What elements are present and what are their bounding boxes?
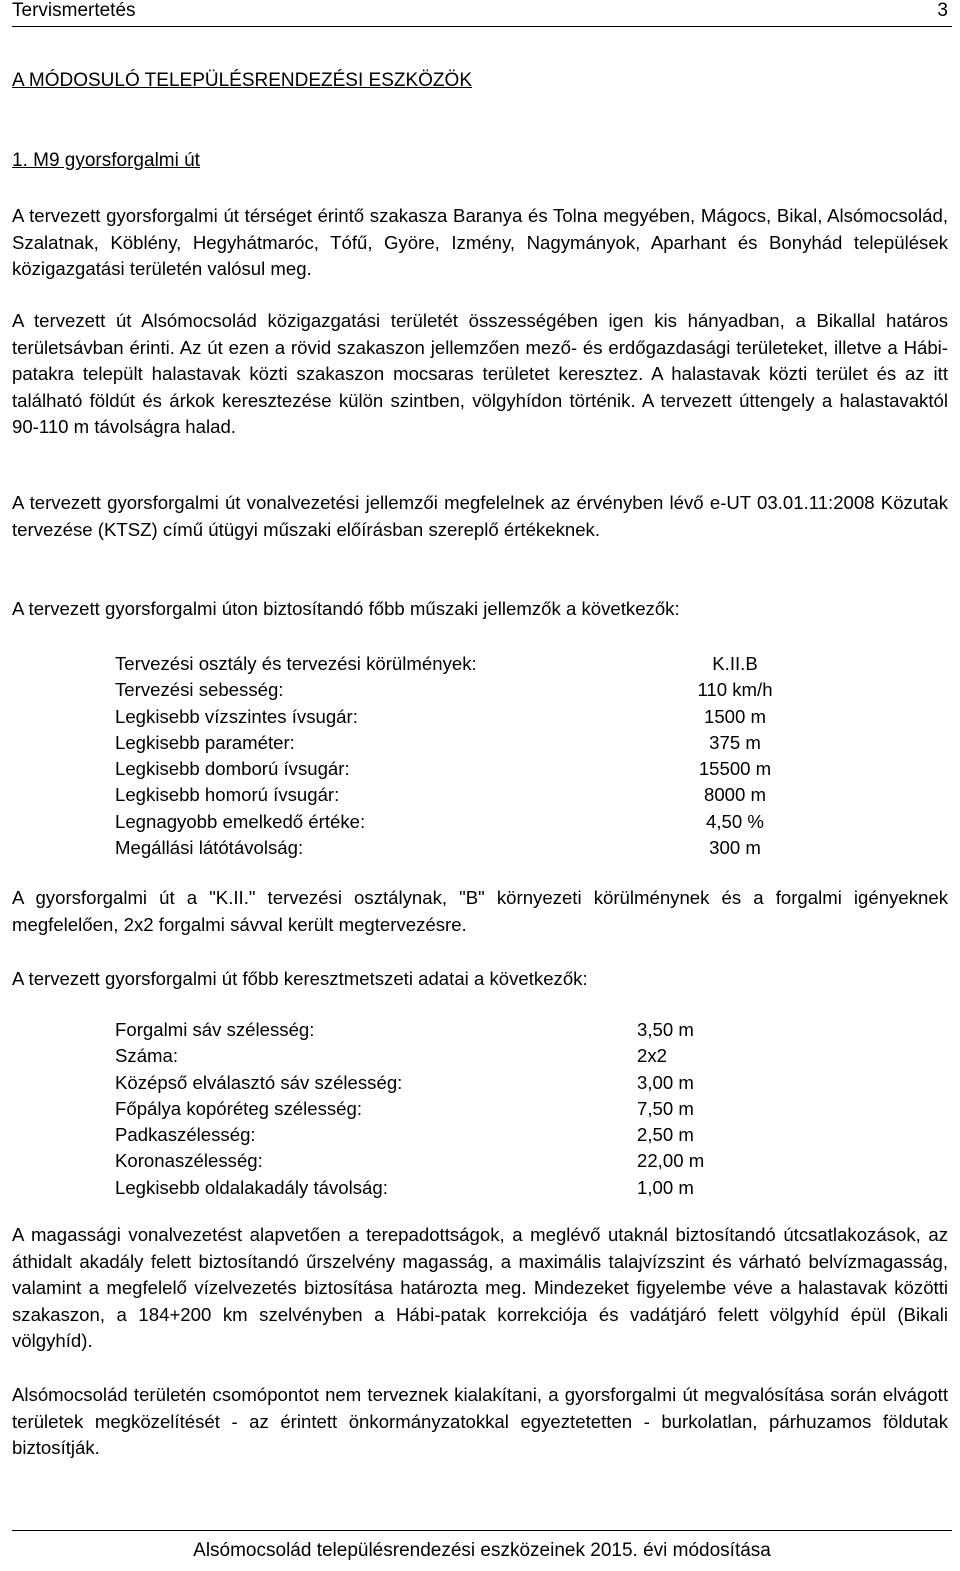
technical-spec-list	[115, 651, 815, 861]
section-heading: 1. M9 gyorsforgalmi út	[12, 150, 200, 171]
spec-row	[115, 704, 815, 730]
paragraph-route: A tervezett gyorsforgalmi út térséget érintő szakasza Baranya és Tolna megyében, Mágocs, Bikal, Alsómocsolád, Szalatnak, Köblény, Hegyhátmaróc, Tófű, Györe, Izmény, Nagymányok, Aparhant és Bonyhád települések közigazgatási területén valósul meg.	[12, 205, 948, 279]
page-footer: Alsómocsolád településrendezési eszközeinek 2015. évi módosítása	[12, 1530, 952, 1564]
spec-value: 110 km/h	[697, 679, 773, 701]
spec-row	[115, 1096, 815, 1122]
paragraph-design-class: A gyorsforgalmi út a "K.II." tervezési osztálynak, "B" környezeti körülménynek és a forgalmi igényeknek megfelelően, 2x2 forgalmi sávval került megtervezésre.	[12, 887, 948, 935]
spec-label: Legkisebb oldalakadály távolság:	[115, 1176, 388, 1198]
spec-label: Megállási látótávolság:	[115, 837, 304, 859]
spec-label: Legkisebb homorú ívsugár:	[115, 784, 340, 806]
spec-row	[115, 756, 815, 782]
spec-label: Padkaszélesség:	[115, 1124, 256, 1146]
spec-value: 8000 m	[703, 784, 767, 806]
spec-value: 1,00 m	[637, 1176, 694, 1198]
spec-label: Főpálya kopóréteg szélesség:	[115, 1097, 363, 1119]
spec-row	[115, 1148, 815, 1174]
spec-row	[115, 1070, 815, 1096]
spec-value: 2x2	[637, 1045, 667, 1067]
spec-value: 300 m	[709, 837, 761, 859]
spec-value: 3,00 m	[637, 1071, 694, 1093]
spec-value: 2,50 m	[637, 1124, 694, 1146]
spec-row	[115, 677, 815, 703]
spec-row	[115, 1122, 815, 1148]
paragraph-area-impact: A tervezett út Alsómocsolád közigazgatási területét összességében igen kis hányadban, a Bikallal határos területsávban érinti. Az út ezen a rövid szakaszon jellemzően mező- és erdőgazdasági területeket, illetve a Hábi-patakra települt halastavak közti szakaszon mocsaras területet keresztez. A halastavak közti terület és az itt található földút és árkok keresztezése külön szintben, völgyhídon történik. A tervezett úttengely a halastavaktól 90-110 m távolságra halad.	[12, 310, 948, 437]
header-section-title: Tervismertetés	[12, 0, 136, 21]
spec-value: 7,50 m	[637, 1097, 694, 1119]
spec-row	[115, 730, 815, 756]
spec-row	[115, 1043, 815, 1069]
spec-value: K.II.B	[712, 653, 758, 674]
paragraph-specs-intro: A tervezett gyorsforgalmi úton biztosítandó főbb műszaki jellemzők a következők:	[12, 598, 680, 619]
spec-value: 22,00 m	[637, 1150, 705, 1172]
spec-label: Koronaszélesség:	[115, 1150, 263, 1172]
spec-label: Legkisebb domború ívsugár:	[115, 758, 350, 780]
spec-row	[115, 651, 815, 677]
cross-section-spec-list	[115, 1017, 815, 1201]
paragraph-standards: A tervezett gyorsforgalmi út vonalvezetési jellemzői megfelelnek az érvényben lévő e-UT 03.01.11:2008 Közutak tervezése (KTSZ) című útügyi műszaki előírásban szereplő értékeknek.	[12, 492, 948, 540]
spec-value: 375 m	[709, 731, 761, 753]
paragraph-cross-section-intro: A tervezett gyorsforgalmi út főbb keresztmetszeti adatai a következők:	[12, 968, 588, 989]
spec-value: 4,50 %	[706, 810, 764, 832]
spec-row	[115, 835, 815, 861]
paragraph-junctions: Alsómocsolád területén csomópontot nem terveznek kialakítani, a gyorsforgalmi út megvalósítása során elvágott területek megközelítését - az érintett önkormányzatokkal egyeztetetten - burkolatlan, párhuzamos földutak biztosítják.	[12, 1384, 948, 1458]
spec-row	[115, 782, 815, 808]
spec-row	[115, 809, 815, 835]
spec-row	[115, 1017, 815, 1043]
spec-label: Tervezési sebesség:	[115, 679, 284, 701]
spec-label: Száma:	[115, 1045, 179, 1067]
spec-value: 15500 m	[698, 758, 772, 780]
spec-label: Tervezési osztály és tervezési körülmények:	[115, 653, 477, 674]
spec-label: Középső elválasztó sáv szélesség:	[115, 1071, 403, 1093]
spec-row	[115, 1175, 815, 1201]
spec-label: Legkisebb paraméter:	[115, 731, 295, 753]
spec-value: 3,50 m	[637, 1019, 694, 1040]
spec-value: 1500 m	[703, 705, 767, 727]
document-title: A MÓDOSULÓ TELEPÜLÉSRENDEZÉSI ESZKÖZÖK	[12, 70, 472, 91]
page-number: 3	[937, 0, 948, 21]
spec-label: Legnagyobb emelkedő értéke:	[115, 810, 366, 832]
spec-label: Legkisebb vízszintes ívsugár:	[115, 705, 358, 727]
spec-label: Forgalmi sáv szélesség:	[115, 1019, 315, 1040]
page-header	[12, 0, 952, 27]
paragraph-vertical-alignment: A magassági vonalvezetést alapvetően a terepadottságok, a meglévő utaknál biztosítandó útcsatlakozások, az áthidalt akadály felett biztosítandó űrszelvény magasság, a maximális talajvízszint és várható belvízmagasság, valamint a megfelelő vízelvezetés biztosítása határozta meg. Mindezeket figyelembe véve a halastavak közötti szakaszon, a 184+200 km szelvényben a Hábi-patak korrekciója és vadátjáró felett völgyhíd épül (Bikali völgyhíd).	[12, 1224, 948, 1351]
